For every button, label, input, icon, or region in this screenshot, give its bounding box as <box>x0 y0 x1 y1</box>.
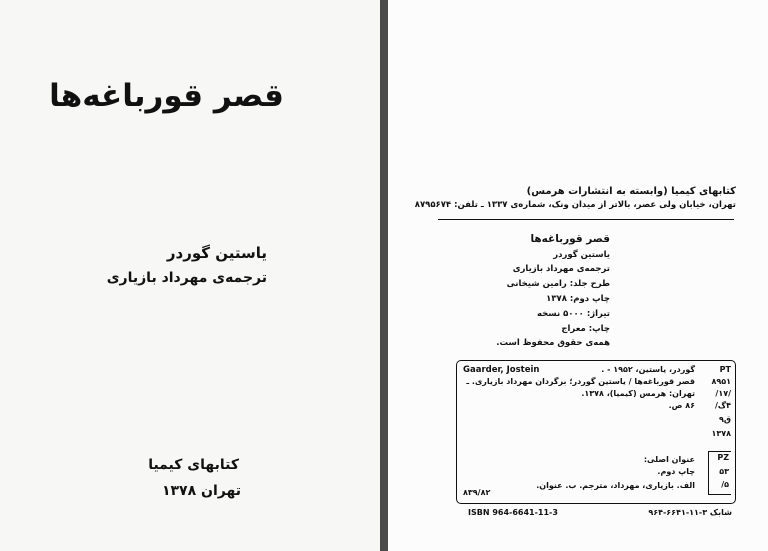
catalog-line: ۸۶ ص. <box>668 401 695 410</box>
class-code: ق۹ <box>718 415 731 424</box>
cataloging-box <box>456 360 736 504</box>
left-page <box>0 0 380 551</box>
catalog-line: تهران: هرمس (کیمیا)، ۱۳۷۸. <box>581 389 695 398</box>
catalog-line: قصر قورباغه‌ها / یاستین گوردر؛ برگردان مهرداد بازیاری. ـ <box>466 377 695 386</box>
publisher-header: کتابهای کیمیا (وابسته به انتشارات هرمس) <box>526 186 736 197</box>
publisher-name: کتابهای کیمیا <box>148 457 239 473</box>
pz-code: PZ <box>717 453 729 462</box>
info-edition: چاپ دوم: ۱۳۷۸ <box>546 294 610 304</box>
catalog-note: الف. بازیاری، مهرداد، مترجم. ب. عنوان. <box>536 481 695 490</box>
header-divider-line <box>438 219 734 220</box>
shabak-number: شابک ۳-۱۱-۶۶۴۱-۹۶۴ <box>648 508 732 517</box>
catalog-note: عنوان اصلی: <box>643 455 695 464</box>
class-code: ۴گ/ <box>714 401 731 410</box>
info-translator: ترجمه‌ی مهرداد بازیاری <box>512 264 610 274</box>
isbn-number: ISBN 964-6641-11-3 <box>468 508 558 517</box>
info-print-run: تیراژ: ۵۰۰۰ نسخه <box>537 309 610 319</box>
catalog-author-latin: Gaarder, Jostein <box>463 365 540 375</box>
publisher-city-year: تهران ۱۳۷۸ <box>161 483 241 499</box>
info-title: قصر قورباغه‌ها <box>530 233 610 245</box>
class-code: /۱۷/ <box>715 389 731 398</box>
class-code: ۸۹۵۱ <box>711 377 731 386</box>
info-copyright: همه‌ی حقوق محفوظ است. <box>496 338 610 348</box>
pz-code: ۵۳ <box>719 467 729 476</box>
publisher-address: تهران، خیابان ولی عصر، بالاتر از میدان ونک، شماره‌ی ۱۳۳۷ ـ تلفن: ۸۷۹۵۶۷۴ <box>414 200 736 210</box>
info-cover-design: طرح جلد: رامین شیخانی <box>506 279 610 289</box>
info-printer: چاپ: معراج <box>561 324 610 334</box>
catalog-number: ۸۳۹/۸۲ <box>463 488 491 497</box>
class-code: ۱۳۷۸ <box>711 429 731 438</box>
class-code: PT <box>719 365 731 374</box>
info-author: یاستین گوردر <box>553 250 610 260</box>
catalog-note: چاپ دوم. <box>657 467 695 476</box>
translator-name: ترجمه‌ی مهرداد بازیاری <box>106 270 267 286</box>
author-name: یاستین گوردر <box>166 244 267 262</box>
book-spine-divider <box>380 0 388 551</box>
catalog-line: گوردر، یاستین، ۱۹۵۲ - . <box>601 365 695 374</box>
book-title: قصر قورباغه‌ها <box>49 78 284 114</box>
pz-code: /۵ <box>721 480 729 489</box>
